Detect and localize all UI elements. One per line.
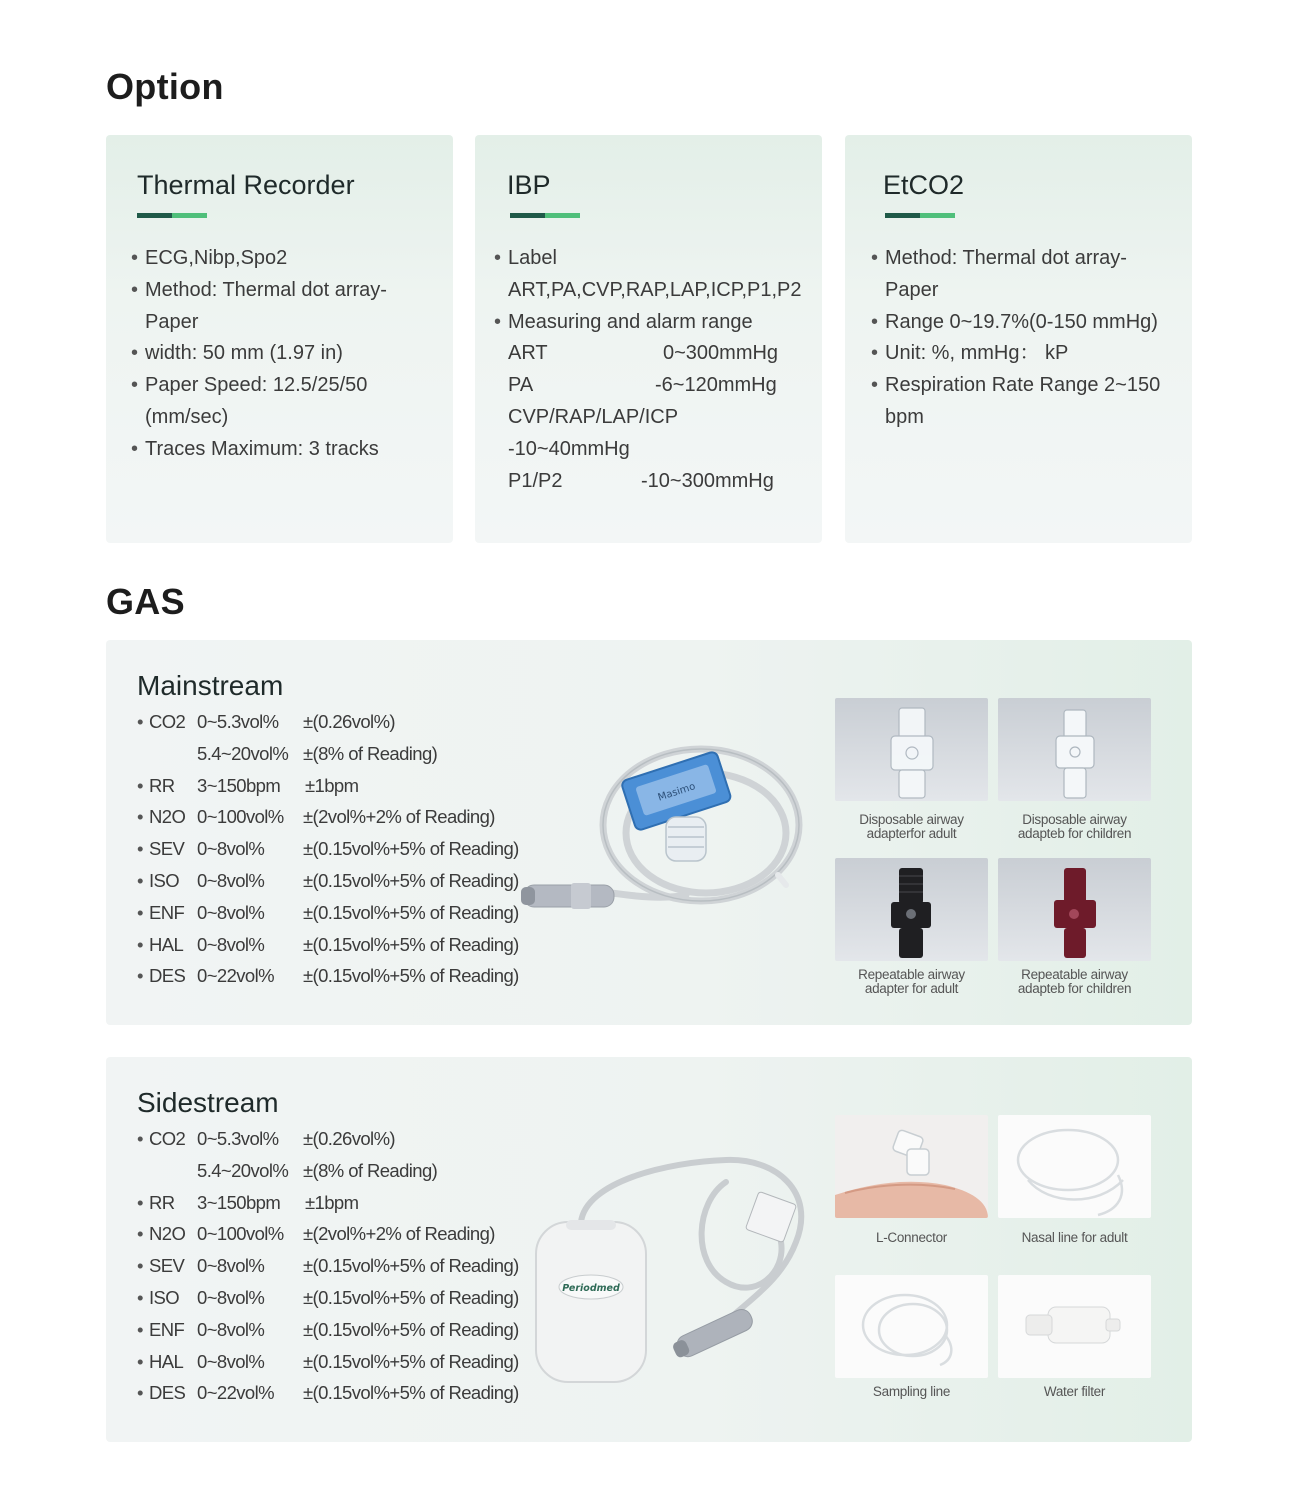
gas-label: N2O: [149, 806, 186, 828]
accessory-caption: L-Connector: [876, 1230, 947, 1245]
gas-range: 0~8vol%: [197, 1255, 265, 1277]
gas-range: 0~22vol%: [197, 965, 274, 987]
gas-accuracy: ±(8% of Reading): [303, 742, 438, 764]
list-item: • Paper Speed: 12.5/25/50: [131, 370, 387, 402]
thermal-recorder-card: [106, 135, 453, 543]
gas-range: 0~100vol%: [197, 1223, 284, 1245]
mainstream-card: [106, 640, 1192, 1025]
table-row: • CO2 0~5.3vol% ±(0.26vol%): [137, 706, 517, 738]
table-row: • ENF 0~8vol% ±(0.15vol%+5% of Reading): [137, 897, 517, 929]
list-item: • Label: [494, 243, 814, 275]
gas-accuracy: ±(0.15vol%+5% of Reading): [303, 1382, 519, 1404]
table-row: • HAL 0~8vol% ±(0.15vol%+5% of Reading): [137, 929, 517, 961]
gas-accuracy: ±1bpm: [305, 774, 359, 796]
sampling-line-image: [835, 1275, 988, 1378]
gas-range: 5.4~20vol%: [197, 742, 289, 764]
table-row: • SEV 0~8vol% ±(0.15vol%+5% of Reading): [137, 1250, 517, 1282]
repeatable-adapter-children-image: [998, 858, 1151, 961]
gas-range: 0~8vol%: [197, 869, 265, 891]
table-row: • HAL 0~8vol% ±(0.15vol%+5% of Reading): [137, 1346, 517, 1378]
mainstream-title: Mainstream: [137, 670, 284, 701]
title-underline: [137, 213, 207, 218]
gas-range: 0~5.3vol%: [197, 711, 279, 732]
gas-range: 0~8vol%: [197, 838, 265, 860]
gas-label: ISO: [149, 869, 180, 891]
list-item: • Range 0~19.7%(0-150 mmHg): [871, 307, 1160, 339]
gas-range: 0~22vol%: [197, 1382, 274, 1404]
gas-label: DES: [149, 965, 186, 987]
ibp-card: [475, 135, 822, 543]
gas-accuracy: ±(0.15vol%+5% of Reading): [303, 838, 519, 860]
spec-list: [131, 243, 387, 466]
gas-accuracy: ±(0.15vol%+5% of Reading): [303, 1318, 519, 1340]
gas-range: 5.4~20vol%: [197, 1159, 289, 1181]
nasal-line-image: [998, 1115, 1151, 1218]
etco2-card: [845, 135, 1192, 543]
gas-range: 0~8vol%: [197, 1318, 265, 1340]
accessory-caption: Disposable airway adapteb for children: [1017, 812, 1132, 841]
l-connector-image: [835, 1115, 988, 1218]
gas-label: CO2: [149, 1128, 186, 1149]
table-row: • RR 3~150bpm ±1bpm: [137, 1187, 517, 1219]
gas-accuracy: ±(0.15vol%+5% of Reading): [303, 901, 519, 923]
range-name: ART: [508, 342, 548, 365]
sensor-brand: Masimo: [656, 781, 697, 804]
table-row: • SEV 0~8vol% ±(0.15vol%+5% of Reading): [137, 833, 517, 865]
range-row: -10~40mmHg: [508, 437, 630, 460]
table-row: • N2O 0~100vol% ±(2vol%+2% of Reading): [137, 801, 517, 833]
table-row: • ENF 0~8vol% ±(0.15vol%+5% of Reading): [137, 1314, 517, 1346]
gas-label: CO2: [149, 711, 186, 732]
card-title: IBP: [507, 170, 551, 200]
list-item: • Measuring and alarm range: [494, 307, 814, 339]
gas-label: ENF: [149, 1318, 185, 1340]
list-item: • Traces Maximum: 3 tracks: [131, 434, 387, 466]
list-item: • Method: Thermal dot array-: [131, 275, 387, 307]
gas-label: HAL: [149, 933, 184, 955]
option-section-title: Option: [106, 66, 224, 107]
range-value: 0~300mmHg: [663, 342, 779, 365]
range-row: [494, 370, 814, 402]
title-underline: [510, 213, 580, 218]
gas-range: 0~5.3vol%: [197, 1128, 279, 1149]
gas-range: 0~8vol%: [197, 1286, 265, 1308]
sidestream-title: Sidestream: [137, 1087, 279, 1118]
range-row: [494, 338, 814, 370]
gas-range: 0~100vol%: [197, 806, 284, 828]
gas-accuracy: ±(0.26vol%): [303, 711, 395, 732]
gas-accuracy: ±(0.15vol%+5% of Reading): [303, 1286, 519, 1308]
gas-label: SEV: [149, 838, 185, 860]
list-item: bpm: [885, 405, 924, 428]
list-item: (mm/sec): [145, 405, 229, 428]
list-item: • ECG,Nibp,Spo2: [131, 243, 387, 275]
table-row: • CO2 0~5.3vol% ±(0.26vol%): [137, 1123, 517, 1155]
card-title: Thermal Recorder: [137, 170, 355, 200]
disposable-adapter-adult-image: [835, 698, 988, 801]
accessory-caption: Nasal line for adult: [1021, 1230, 1128, 1245]
gas-label: DES: [149, 1382, 186, 1404]
list-item: • width: 50 mm (1.97 in): [131, 338, 387, 370]
spec-list: [871, 243, 1160, 434]
device-brand: Periodmed: [562, 1283, 620, 1294]
gas-accuracy: ±(8% of Reading): [303, 1159, 438, 1181]
spec-list: [494, 243, 814, 497]
range-name: P1/P2: [508, 469, 563, 492]
sidestream-card: [106, 1057, 1192, 1442]
gas-label: SEV: [149, 1255, 185, 1277]
sidestream-module-image: [526, 1152, 826, 1392]
gas-accuracy: ±(0.15vol%+5% of Reading): [303, 933, 519, 955]
water-filter-image: [998, 1275, 1151, 1378]
gas-accuracy: ±(0.15vol%+5% of Reading): [303, 1255, 519, 1277]
list-item: • Method: Thermal dot array-: [871, 243, 1160, 275]
accessory-caption: Sampling line: [872, 1384, 951, 1399]
gas-label: ISO: [149, 1286, 180, 1308]
gas-accuracy: ±(0.15vol%+5% of Reading): [303, 965, 519, 987]
range-value: -6~120mmHg: [655, 374, 777, 397]
gas-range: 0~8vol%: [197, 933, 265, 955]
list-item: ART,PA,CVP,RAP,LAP,ICP,P1,P2: [508, 278, 802, 301]
accessory-caption: Disposable airway adapterfor adult: [859, 812, 964, 841]
table-row: • DES 0~22vol% ±(0.15vol%+5% of Reading): [137, 960, 517, 992]
sidestream-spec-table: [137, 1123, 517, 1409]
gas-section-title: GAS: [106, 581, 185, 622]
range-name: PA: [508, 374, 534, 397]
table-row: • ISO 0~8vol% ±(0.15vol%+5% of Reading): [137, 1282, 517, 1314]
table-row: [137, 738, 517, 770]
list-item: Paper: [885, 278, 939, 301]
gas-range: 0~8vol%: [197, 1350, 265, 1372]
card-title: EtCO2: [883, 170, 965, 200]
gas-label: RR: [149, 774, 175, 796]
table-row: [137, 1155, 517, 1187]
repeatable-adapter-adult-image: [835, 858, 988, 961]
mainstream-sensor-image: [516, 735, 816, 925]
accessory-caption: Water filter: [1043, 1384, 1106, 1399]
table-row: • N2O 0~100vol% ±(2vol%+2% of Reading): [137, 1218, 517, 1250]
gas-accuracy: ±(2vol%+2% of Reading): [303, 806, 495, 828]
list-item: • Respiration Rate Range 2~150: [871, 370, 1160, 402]
gas-accuracy: ±(0.15vol%+5% of Reading): [303, 1350, 519, 1372]
range-value: -10~300mmHg: [641, 469, 774, 492]
gas-range: 0~8vol%: [197, 901, 265, 923]
mainstream-spec-table: [137, 706, 517, 992]
table-row: • RR 3~150bpm ±1bpm: [137, 770, 517, 802]
range-row: [494, 466, 814, 498]
gas-accuracy: ±(2vol%+2% of Reading): [303, 1223, 495, 1245]
list-item: • Unit: %, mmHg： kP: [871, 338, 1160, 370]
gas-accuracy: ±1bpm: [305, 1191, 359, 1213]
gas-label: RR: [149, 1191, 175, 1213]
range-row: CVP/RAP/LAP/ICP: [508, 405, 679, 428]
list-item: Paper: [145, 310, 199, 333]
gas-label: HAL: [149, 1350, 184, 1372]
gas-range: 3~150bpm: [197, 774, 281, 796]
accessory-caption: Repeatable airway adapteb for children: [1017, 967, 1132, 996]
gas-range: 3~150bpm: [197, 1191, 281, 1213]
gas-label: ENF: [149, 901, 185, 923]
table-row: • DES 0~22vol% ±(0.15vol%+5% of Reading): [137, 1377, 517, 1409]
gas-label: N2O: [149, 1223, 186, 1245]
disposable-adapter-children-image: [998, 698, 1151, 801]
gas-accuracy: ±(0.26vol%): [303, 1128, 395, 1149]
gas-accuracy: ±(0.15vol%+5% of Reading): [303, 869, 519, 891]
table-row: • ISO 0~8vol% ±(0.15vol%+5% of Reading): [137, 865, 517, 897]
title-underline: [885, 213, 955, 218]
accessory-caption: Repeatable airway adapter for adult: [858, 967, 965, 996]
